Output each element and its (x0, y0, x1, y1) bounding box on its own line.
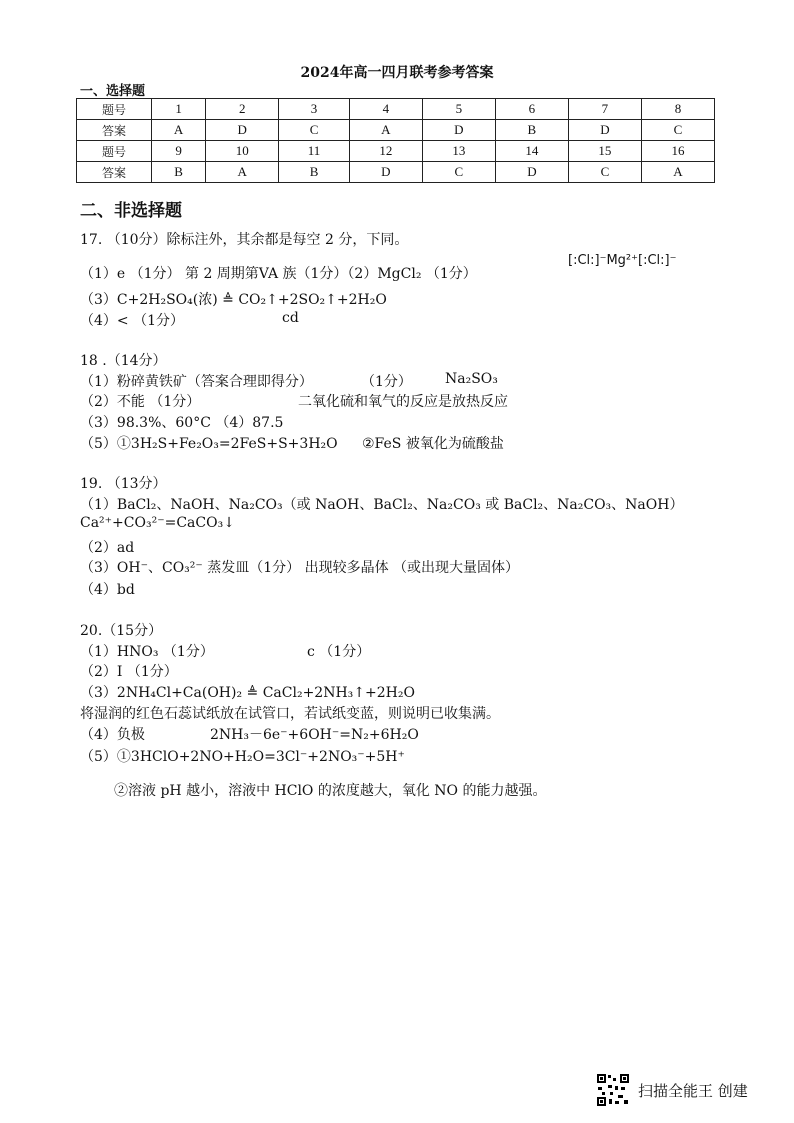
q20-line6: ②溶液 pH 越小，溶液中 HClO 的浓度越大，氧化 NO 的能力越强。 (114, 783, 547, 799)
section-heading-choice: 一、选择题 (80, 84, 146, 99)
q18-line5a: （5）①3H₂S+Fe₂O₃=2FeS+S+3H₂O (80, 436, 338, 452)
table-cell: 10 (206, 141, 279, 162)
table-cell: 题号 (77, 99, 152, 120)
table-cell: 16 (641, 141, 714, 162)
q18-line1c: Na₂SO₃ (445, 371, 498, 387)
table-cell: 9 (152, 141, 206, 162)
table-cell: 12 (349, 141, 422, 162)
footer-watermark: 扫描全能王 创建 (638, 1082, 748, 1100)
q20-line4b: 2NH₃－6e⁻+6OH⁻=N₂+6H₂O (210, 727, 419, 743)
q19-header: 19. （13分） (80, 476, 167, 492)
table-cell: 答案 (77, 162, 152, 183)
table-cell: 15 (568, 141, 641, 162)
table-cell: A (641, 162, 714, 183)
table-cell: 4 (349, 99, 422, 120)
q19-line3: （3）OH⁻、CO₃²⁻ 蒸发皿（1分） 出现较多晶体 （或出现大量固体） (80, 560, 520, 576)
table-cell: 6 (495, 99, 568, 120)
table-cell: 2 (206, 99, 279, 120)
table-cell: B (279, 162, 350, 183)
section-heading-nonchoice: 二、非选择题 (80, 201, 182, 221)
q20-line1a: （1）HNO₃ （1分） (80, 644, 214, 660)
table-cell: 5 (422, 99, 495, 120)
q20-line3: （3）2NH₄Cl+Ca(OH)₂ ≜ CaCl₂+2NH₃↑+2H₂O (80, 685, 415, 701)
table-cell: 14 (495, 141, 568, 162)
qr-code-icon (596, 1073, 630, 1107)
table-row (77, 141, 715, 162)
table-cell: 1 (152, 99, 206, 120)
table-cell: D (206, 120, 279, 141)
q20-header: 20.（15分） (80, 623, 163, 639)
table-cell: A (349, 120, 422, 141)
q18-line1a: （1）粉碎黄铁矿（答案合理即得分） (80, 374, 313, 390)
lewis-structure: [:Cl:]⁻Mg²⁺[:Cl:]⁻ (568, 253, 677, 268)
table-row (77, 99, 715, 120)
q18-header: 18 .（14分） (80, 353, 167, 369)
q20-line2: （2）I （1分） (80, 664, 178, 680)
table-cell: C (422, 162, 495, 183)
q17-line4b: cd (282, 310, 299, 326)
q17-line4a: （4）< （1分） (80, 313, 184, 329)
table-cell: C (279, 120, 350, 141)
table-cell: 13 (422, 141, 495, 162)
table-cell: 8 (641, 99, 714, 120)
page-title: 2024年高一四月联考参考答案 (300, 65, 494, 81)
table-cell: D (495, 162, 568, 183)
table-cell: D (422, 120, 495, 141)
q17-line1: （1）e （1分） 第 2 周期第VA 族（1分）（2）MgCl₂ （1分） (80, 266, 477, 282)
q18-line2a: （2）不能 （1分） (80, 394, 201, 410)
table-cell: 3 (279, 99, 350, 120)
q20-line1b: c （1分） (307, 644, 371, 660)
table-row (77, 162, 715, 183)
table-cell: C (641, 120, 714, 141)
q18-line2b: 二氧化硫和氧气的反应是放热反应 (298, 394, 508, 410)
q17-line3: （3）C+2H₂SO₄(浓) ≜ CO₂↑+2SO₂↑+2H₂O (80, 292, 387, 308)
table-cell: D (349, 162, 422, 183)
q20-line5: （5）①3HClO+2NO+H₂O=3Cl⁻+2NO₃⁻+5H⁺ (80, 749, 405, 765)
q20-line4a: （4）负极 (80, 727, 145, 743)
table-cell: D (568, 120, 641, 141)
q19-line2: （2）ad (80, 540, 135, 556)
table-cell: A (206, 162, 279, 183)
table-cell: C (568, 162, 641, 183)
q19-line1: （1）BaCl₂、NaOH、Na₂CO₃（或 NaOH、BaCl₂、Na₂CO₃ 或 BaCl₂、Na₂CO₃、NaOH） (80, 497, 684, 513)
table-row (77, 120, 715, 141)
table-cell: 7 (568, 99, 641, 120)
table-cell: 答案 (77, 120, 152, 141)
q18-line5b: ②FeS 被氧化为硫酸盐 (362, 436, 504, 452)
q18-line1b: （1分） (361, 374, 412, 390)
table-cell: 11 (279, 141, 350, 162)
q20-line3b: 将湿润的红色石蕊试纸放在试管口，若试纸变蓝，则说明已收集满。 (80, 706, 500, 722)
table-cell: A (152, 120, 206, 141)
q18-line3: （3）98.3%、60°C （4）87.5 (80, 415, 284, 431)
q19-line4: （4）bd (80, 582, 135, 598)
table-cell: 题号 (77, 141, 152, 162)
q19-line1b: Ca²⁺+CO₃²⁻=CaCO₃↓ (80, 515, 235, 531)
table-cell: B (152, 162, 206, 183)
q17-header: 17. （10分）除标注外，其余都是每空 2 分，下同。 (80, 232, 409, 248)
table-cell: B (495, 120, 568, 141)
answer-table (76, 98, 715, 183)
